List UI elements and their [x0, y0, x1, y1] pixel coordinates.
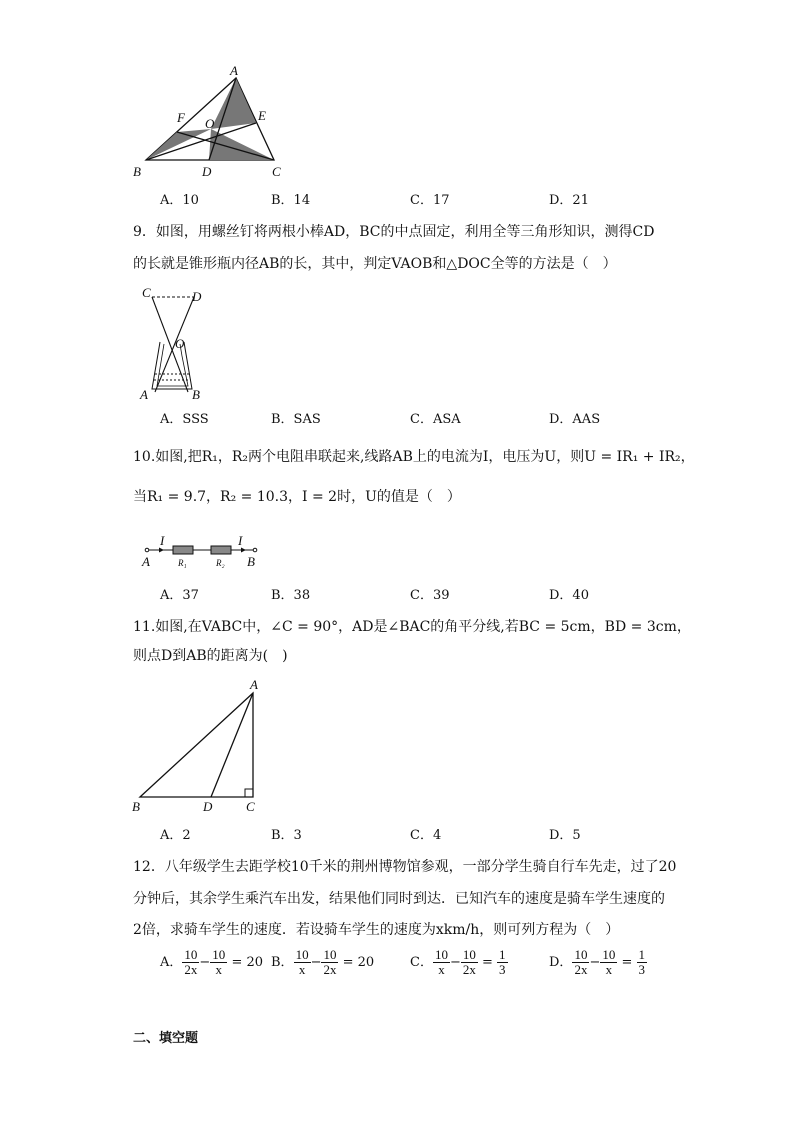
- label-o: O: [205, 116, 215, 131]
- q9-option-c: C．ASA: [410, 412, 461, 427]
- q8-option-c: C．17: [410, 193, 450, 208]
- label-b: B: [192, 387, 200, 402]
- q9-option-a: A．SSS: [160, 412, 209, 427]
- q8-option-d: D．21: [549, 193, 589, 208]
- q12-option-b: B． $\frac{10}{x}$ − $\frac{10}{2x}$ = 20: [271, 947, 375, 977]
- label-a: A: [230, 63, 238, 78]
- q9-option-b: B．SAS: [271, 412, 321, 427]
- label-c: C: [272, 164, 281, 179]
- q8-option-a: A．10: [160, 193, 199, 208]
- q10-text-line1: 10.如图,把R₁，R₂两个电阻串联起来,线路AB上的电流为I，电压为U，则U = IR₁ + IR₂，: [133, 449, 695, 465]
- q12-option-c: C． $\frac{10}{x}$ − $\frac{10}{2x}$ = $\frac{1}{3}$: [410, 947, 506, 977]
- q10-option-a: A．37: [160, 588, 199, 603]
- q11-option-a: A．2: [160, 828, 191, 843]
- right-triangle-figure-q11: [128, 675, 273, 817]
- q9-text-line1: 9．如图，用螺丝钉将两根小棒AD，BC的中点固定，利用全等三角形知识，测得CD: [133, 224, 655, 240]
- q9-text-line2: 的长就是锥形瓶内径AB的长，其中，判定VAOB和△DOC全等的方法是（ ）: [133, 256, 617, 272]
- q11-option-b: B．3: [271, 828, 302, 843]
- label-d: D: [202, 164, 212, 179]
- label-e: E: [258, 108, 266, 123]
- q8-option-b: B．14: [271, 193, 311, 208]
- label-b: B: [133, 164, 141, 179]
- resistor-label-r2: R₂: [216, 558, 225, 568]
- triangle-figure-q8: [128, 60, 298, 185]
- label-b: B: [247, 554, 255, 569]
- q10-option-d: D．40: [549, 588, 589, 603]
- current-label-left: I: [160, 536, 165, 548]
- q11-text-line2: 则点D到AB的距离为( ): [133, 648, 288, 664]
- section-title: 二、填空题: [133, 1031, 199, 1046]
- q11-option-d: D．5: [549, 828, 581, 843]
- current-label-right: I: [238, 536, 243, 548]
- label-c: C: [142, 285, 151, 300]
- q10-option-b: B．38: [271, 588, 311, 603]
- q12-option-a: A． $\frac{10}{2x}$ − $\frac{10}{x}$ = 20: [160, 947, 264, 977]
- q10-text-line2: 当R₁ = 9.7，R₂ = 10.3，I = 2时，U的值是（ ）: [133, 489, 461, 505]
- resistor-label-r1: R₁: [178, 558, 187, 568]
- label-f: F: [177, 110, 185, 125]
- q11-option-c: C．4: [410, 828, 442, 843]
- flask-figure-q9: [138, 284, 208, 402]
- q12-text-line1: 12．八年级学生去距学校10千米的荆州博物馆参观，一部分学生骑自行车先走，过了20: [133, 859, 677, 875]
- label-c: C: [246, 799, 255, 814]
- circuit-figure-q10: [140, 536, 265, 572]
- q12-text-line2: 分钟后，其余学生乘汽车出发，结果他们同时到达．已知汽车的速度是骑车学生速度的: [133, 891, 665, 907]
- q9-option-d: D．AAS: [549, 412, 601, 427]
- label-a: A: [142, 554, 150, 569]
- q11-text-line1: 11.如图,在VABC中，∠C = 90°，AD是∠BAC的角平分线,若BC = 5cm，BD = 3cm，: [133, 619, 691, 635]
- q12-text-line3: 2倍，求骑车学生的速度．若设骑车学生的速度为xkm/h，则可列方程为（ ）: [133, 922, 620, 938]
- q10-option-c: C．39: [410, 588, 450, 603]
- label-a: A: [250, 677, 258, 692]
- label-o: O: [175, 336, 185, 351]
- label-d: D: [192, 289, 202, 304]
- q12-option-d: D． $\frac{10}{2x}$ − $\frac{10}{x}$ = $\frac{1}{3}$: [549, 947, 646, 977]
- label-a: A: [140, 387, 148, 402]
- label-b: B: [132, 799, 140, 814]
- label-d: D: [203, 799, 213, 814]
